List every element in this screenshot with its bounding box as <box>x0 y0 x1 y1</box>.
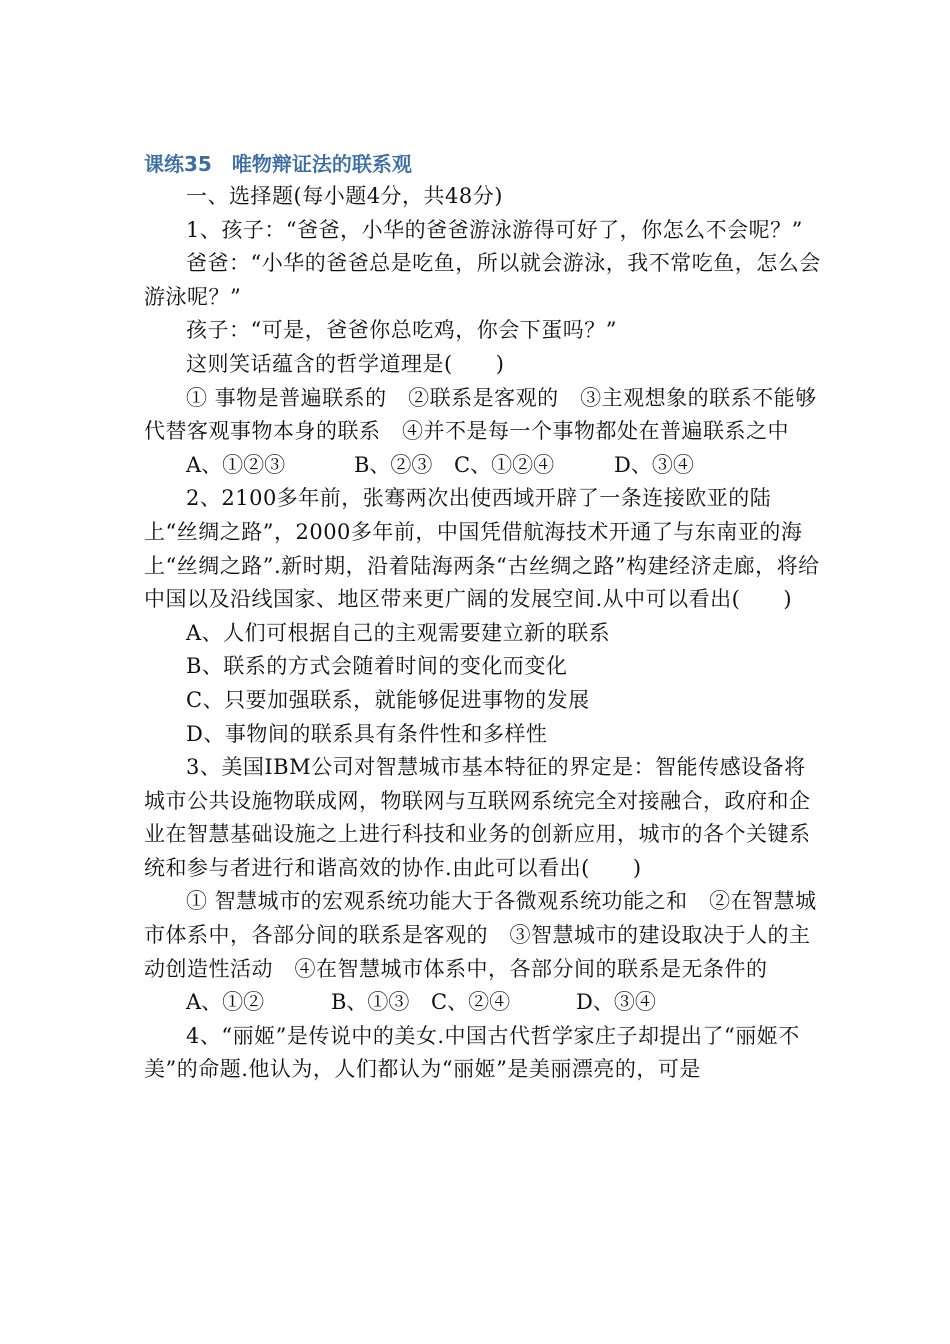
section-heading: 一、选择题(每小题4分，共48分) <box>186 184 503 208</box>
q1-option-c: C、①②④ <box>454 452 555 477</box>
q1-prompt: 这则笑话蕴含的哲学道理是( ) <box>186 351 505 376</box>
q2-option-c: C、只要加强联系，就能够促进事物的发展 <box>186 687 590 712</box>
q1-line-3: 孩子：“可是，爸爸你总吃鸡，你会下蛋吗？” <box>186 318 617 343</box>
document-page <box>144 150 824 1087</box>
q1-option-b: B、②③ <box>354 452 433 477</box>
q1-options <box>186 449 824 483</box>
q1-option-d: D、③④ <box>614 452 694 477</box>
q2-option-a: A、人们可根据自己的主观需要建立新的联系 <box>186 620 611 645</box>
q2-option-b: B、联系的方式会随着时间的变化而变化 <box>186 654 568 679</box>
q1-option-a: A、①②③ <box>186 452 286 477</box>
q4-stem: 4、“丽姬”是传说中的美女.中国古代哲学家庄子却提出了“丽姬不美”的命题.他认为，人们都认为“丽姬”是美丽漂亮的，可是 <box>144 1023 800 1082</box>
q3-option-d: D、③④ <box>576 990 656 1015</box>
q3-option-c: C、②④ <box>431 990 511 1015</box>
page-title: 课练35 唯物辩证法的联系观 <box>144 152 412 176</box>
q2-option-d: D、事物间的联系具有条件性和多样性 <box>186 721 548 746</box>
q3-option-a: A、①② <box>186 990 265 1015</box>
q3-statements: ① 智慧城市的宏观系统功能大于各微观系统功能之和 ②在智慧城市体系中，各部分间的联系是客观的 ③智慧城市的建设取决于人的主动创造性活动 ④在智慧城市体系中，各部分间的联系是无条件的 <box>144 889 817 981</box>
q1-line-2: 爸爸：“小华的爸爸总是吃鱼，所以就会游泳，我不常吃鱼，怎么会游泳呢？” <box>144 251 821 309</box>
q2-stem: 2、2100多年前，张骞两次出使西域开辟了一条连接欧亚的陆上“丝绸之路”，2000多年前，中国凭借航海技术开通了与东南亚的海上“丝绸之路”.新时期，沿着陆海两条“古丝绸之路”构建经济走廊，将给中国以及沿线国家、地区带来更广阔的发展空间.从中可以看出( ) <box>144 486 820 612</box>
q1-line-1: 1、孩子：“爸爸，小华的爸爸游泳游得可好了，你怎么不会呢？” <box>186 217 803 242</box>
q3-options <box>186 986 824 1020</box>
q3-option-b: B、①③ <box>331 990 410 1015</box>
q1-statements: ① 事物是普遍联系的 ②联系是客观的 ③主观想象的联系不能够代替客观事物本身的联系 ④并不是每一个事物都处在普遍联系之中 <box>144 385 817 444</box>
q3-stem: 3、美国IBM公司对智慧城市基本特征的界定是：智能传感设备将城市公共设施物联成网，物联网与互联网系统完全对接融合，政府和企业在智慧基础设施之上进行科技和业务的创新应用，城市的各个关键系统和参与者进行和谐高效的协作.由此可以看出( ) <box>144 755 811 880</box>
